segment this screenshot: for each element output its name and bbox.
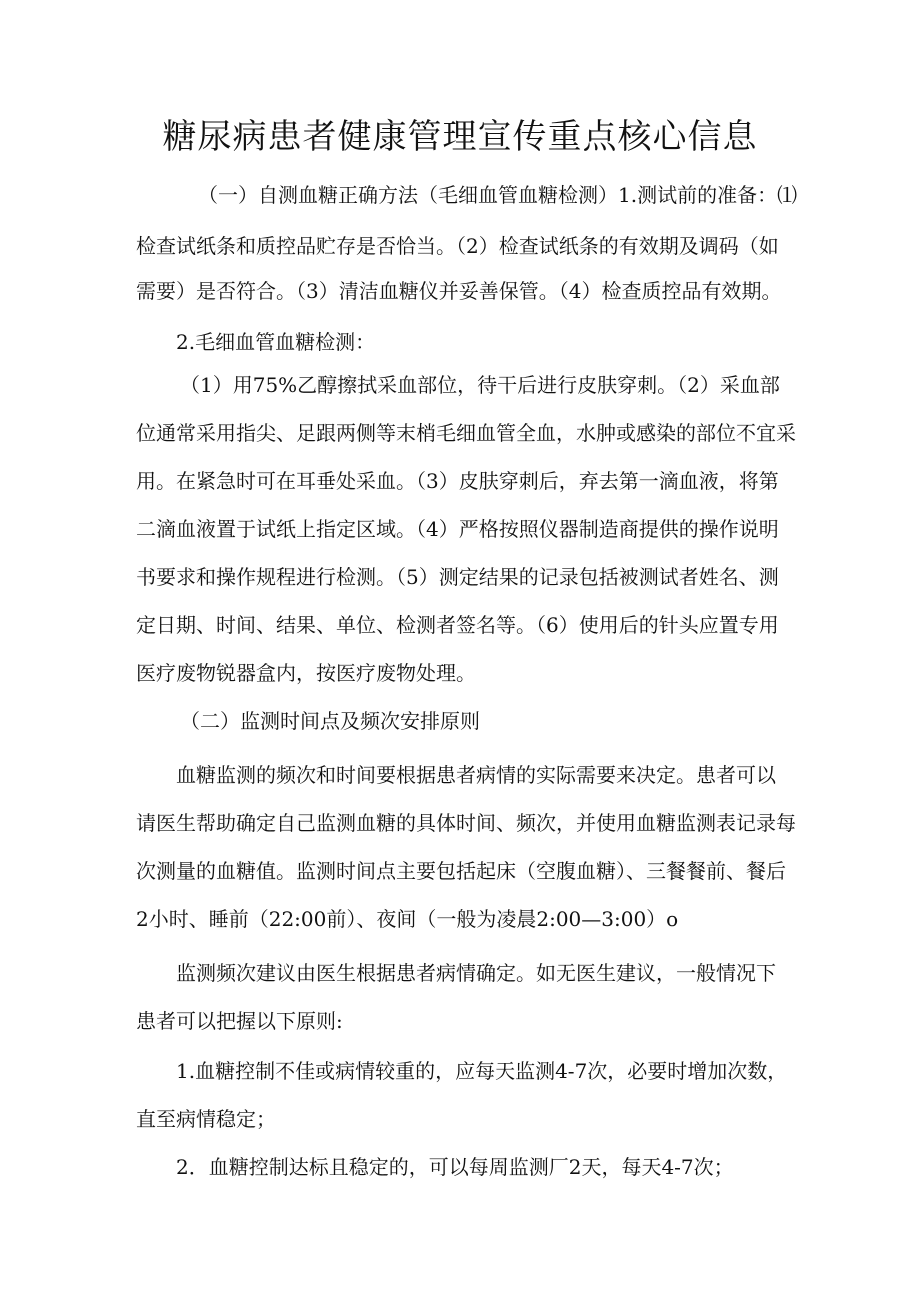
body-line-16: 监测频次建议由医生根据患者病情确定。如无医生建议，一般情况下 [176, 961, 776, 985]
body-line-1: （一）自测血糖正确方法（毛细血管血糖检测）1.测试前的准备：⑴ [198, 183, 798, 207]
body-line-12: 血糖监测的频次和时间要根据患者病情的实际需要来决定。患者可以 [176, 763, 776, 787]
document-title: 糖尿病患者健康管理宣传重点核心信息 [162, 117, 758, 157]
body-line-10: 定日期、时间、结果、单位、检测者签名等。（6）使用后的针头应置专用 [136, 613, 779, 637]
body-line-18: 1.血糖控制不佳或病情较重的，应每天监测4-7次，必要时增加次数， [176, 1059, 788, 1083]
body-line-2: 检查试纸条和质控品贮存是否恰当。（2）检查试纸条的有效期及调码（如 [136, 234, 779, 258]
body-line-7: 用。在紧急时可在耳垂处采血。（3）皮肤穿刺后，弃去第一滴血液，将第 [136, 469, 779, 493]
body-line-20: 2．血糖控制达标且稳定的，可以每周监测厂2天，每天4-7次； [176, 1155, 734, 1179]
body-line-15: 2小时、睡前（22:00前）、夜间（一般为凌晨2:00—3:00）o [136, 907, 679, 931]
body-line-3: 需要）是否符合。（3）清洁血糖仪并妥善保管。（4）检查质控品有效期。 [136, 279, 782, 303]
body-line-14: 次测量的血糖值。监测时间点主要包括起床（空腹血糖）、三餐餐前、餐后 [136, 859, 786, 883]
section-heading-2: （二）监测时间点及频次安排原则 [180, 709, 480, 733]
body-line-17: 患者可以把握以下原则: [136, 1009, 343, 1033]
body-line-5: （1）用75%乙醇擦拭采血部位，待干后进行皮肤穿刺。（2）采血部 [180, 373, 780, 397]
body-line-8: 二滴血液置于试纸上指定区域。（4）严格按照仪器制造商提供的操作说明 [136, 517, 779, 541]
body-line-6: 位通常采用指尖、足跟两侧等末梢毛细血管全血，水肿或感染的部位不宜采 [136, 421, 796, 445]
body-line-19: 直至病情稳定； [136, 1107, 276, 1131]
body-line-13: 请医生帮助确定自己监测血糖的具体时间、频次，并使用血糖监测表记录每 [136, 811, 796, 835]
body-line-9: 书要求和操作规程进行检测。（5）测定结果的记录包括被测试者姓名、测 [136, 565, 779, 589]
body-line-11: 医疗废物锐器盒内，按医疗废物处理。 [136, 661, 476, 685]
body-line-4: 2.毛细血管血糖检测： [176, 330, 376, 354]
